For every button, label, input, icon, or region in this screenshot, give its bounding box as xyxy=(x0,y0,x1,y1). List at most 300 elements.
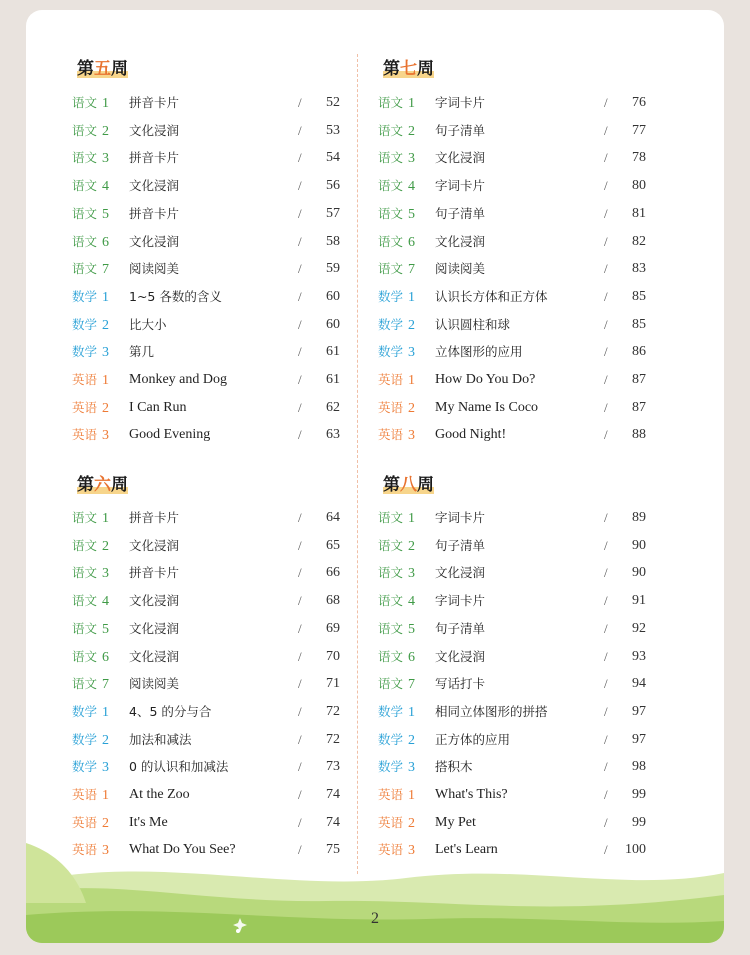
toc-entry[interactable] xyxy=(70,286,370,308)
subject-name: 语文 xyxy=(378,95,404,110)
subject-name: 数学 xyxy=(378,731,404,747)
subject-index: 1 xyxy=(102,511,110,526)
entry-title: Let's Learn xyxy=(435,842,498,858)
slash-separator: / xyxy=(604,537,608,553)
subject-index: 1 xyxy=(408,788,416,803)
entry-title: 拼音卡片 xyxy=(129,205,180,221)
toc-entry[interactable] xyxy=(70,507,370,529)
subject-label xyxy=(378,535,415,558)
subject-label xyxy=(72,258,109,281)
page-ref: 94 xyxy=(632,676,646,692)
entry-title: 文化浸润 xyxy=(129,648,180,664)
entry-title: 字词卡片 xyxy=(435,593,486,609)
subject-name: 英语 xyxy=(72,372,98,387)
week-title-prefix: 第 xyxy=(383,59,400,79)
subject-index: 1 xyxy=(408,96,416,111)
subject-name: 数学 xyxy=(72,344,98,360)
entry-title: 文化浸润 xyxy=(435,150,486,166)
entry-title: 4、5 的分与合 xyxy=(129,703,212,719)
slash-separator: / xyxy=(298,316,302,332)
subject-index: 1 xyxy=(102,373,110,388)
week-title xyxy=(380,54,437,79)
subject-index: 1 xyxy=(102,704,110,720)
page-ref: 86 xyxy=(632,344,646,360)
page-ref: 76 xyxy=(632,95,646,110)
slash-separator: / xyxy=(604,510,608,525)
page-ref: 59 xyxy=(326,261,340,277)
subject-index: 2 xyxy=(408,123,416,139)
page-ref: 90 xyxy=(632,537,646,553)
page-ref: 65 xyxy=(326,537,340,553)
slash-separator: / xyxy=(604,261,608,277)
toc-entry[interactable] xyxy=(70,203,370,225)
slash-separator: / xyxy=(298,510,302,525)
toc-entry[interactable] xyxy=(70,369,370,391)
toc-entry[interactable] xyxy=(376,231,676,253)
subject-name: 语文 xyxy=(378,233,404,249)
subject-index: 5 xyxy=(102,206,110,222)
slash-separator: / xyxy=(298,676,302,692)
subject-index: 3 xyxy=(102,345,110,361)
toc-entry[interactable] xyxy=(70,231,370,253)
page-ref: 61 xyxy=(326,344,340,360)
subject-name: 语文 xyxy=(378,676,404,692)
subject-index: 7 xyxy=(408,262,416,278)
subject-name: 语文 xyxy=(378,565,404,581)
subject-index: 3 xyxy=(408,760,416,776)
subject-label xyxy=(72,231,109,254)
toc-entry[interactable] xyxy=(70,673,370,695)
toc-entry[interactable] xyxy=(376,784,676,806)
subject-index: 2 xyxy=(408,732,416,748)
subject-name: 英语 xyxy=(72,787,98,802)
entry-title: 比大小 xyxy=(129,316,167,332)
page-ref: 57 xyxy=(326,205,340,221)
page-ref: 85 xyxy=(632,288,646,304)
subject-index: 1 xyxy=(408,704,416,720)
slash-separator: / xyxy=(604,399,608,415)
slash-separator: / xyxy=(604,787,608,802)
page-ref: 66 xyxy=(326,565,340,581)
subject-name: 语文 xyxy=(72,676,98,692)
subject-label xyxy=(72,784,109,807)
subject-name: 数学 xyxy=(72,703,98,719)
slash-separator: / xyxy=(298,787,302,802)
entry-title: How Do You Do? xyxy=(435,372,536,387)
slash-separator: / xyxy=(298,565,302,581)
subject-label xyxy=(72,673,109,696)
slash-separator: / xyxy=(604,372,608,387)
toc-entry[interactable] xyxy=(376,424,676,446)
subject-label xyxy=(378,424,415,447)
slash-separator: / xyxy=(604,205,608,221)
toc-entry[interactable] xyxy=(376,314,676,336)
entry-title: 拼音卡片 xyxy=(129,150,180,166)
page-ref: 82 xyxy=(632,233,646,249)
subject-index: 5 xyxy=(408,206,416,222)
entry-title: 句子清单 xyxy=(435,620,486,636)
entry-title: 文化浸润 xyxy=(129,178,180,194)
subject-index: 5 xyxy=(408,621,416,637)
entry-title: 第几 xyxy=(129,344,155,360)
page-ref: 89 xyxy=(632,510,646,525)
subject-name: 语文 xyxy=(72,620,98,636)
subject-name: 英语 xyxy=(72,814,98,830)
subject-name: 语文 xyxy=(378,537,404,553)
subject-name: 语文 xyxy=(378,205,404,221)
subject-name: 语文 xyxy=(378,122,404,138)
page-ref: 91 xyxy=(632,593,646,609)
entry-title: 拼音卡片 xyxy=(129,95,180,110)
subject-name: 语文 xyxy=(72,122,98,138)
week-title-prefix: 第 xyxy=(383,475,400,495)
week-title xyxy=(380,470,437,495)
subject-label xyxy=(378,397,415,420)
toc-entry[interactable] xyxy=(70,562,370,584)
subject-name: 数学 xyxy=(72,288,98,304)
subject-name: 英语 xyxy=(72,427,98,443)
subject-name: 数学 xyxy=(72,316,98,332)
toc-entry[interactable] xyxy=(70,756,370,778)
subject-index: 2 xyxy=(102,400,110,416)
page-ref: 60 xyxy=(326,288,340,304)
toc-entry[interactable] xyxy=(376,258,676,280)
page-ref: 63 xyxy=(326,427,340,443)
subject-name: 语文 xyxy=(378,648,404,664)
slash-separator: / xyxy=(298,759,302,775)
toc-entry[interactable] xyxy=(376,175,676,197)
subject-name: 语文 xyxy=(72,95,98,110)
toc-entry[interactable] xyxy=(376,341,676,363)
page-ref: 75 xyxy=(326,842,340,858)
slash-separator: / xyxy=(604,233,608,249)
subject-name: 语文 xyxy=(72,261,98,277)
entry-title: 字词卡片 xyxy=(435,95,486,110)
toc-entry[interactable] xyxy=(376,203,676,225)
entry-title: 文化浸润 xyxy=(129,233,180,249)
toc-entry[interactable] xyxy=(70,729,370,751)
subject-name: 英语 xyxy=(378,787,404,802)
slash-separator: / xyxy=(298,814,302,830)
toc-entry[interactable] xyxy=(376,535,676,557)
toc-entry[interactable] xyxy=(70,701,370,723)
slash-separator: / xyxy=(604,95,608,110)
toc-entry[interactable] xyxy=(70,258,370,280)
week-title-num: 五 xyxy=(94,59,111,79)
week-title-num: 六 xyxy=(94,475,111,495)
subject-index: 6 xyxy=(102,649,110,665)
subject-name: 语文 xyxy=(72,205,98,221)
page-ref: 98 xyxy=(632,759,646,775)
subject-name: 语文 xyxy=(378,261,404,277)
slash-separator: / xyxy=(298,205,302,221)
toc-entry[interactable] xyxy=(376,147,676,169)
entry-title: 阅读阅美 xyxy=(129,261,180,277)
subject-label xyxy=(378,618,415,641)
toc-entry[interactable] xyxy=(376,701,676,723)
slash-separator: / xyxy=(604,122,608,138)
toc-entry[interactable] xyxy=(376,286,676,308)
page-ref: 62 xyxy=(326,399,340,415)
toc-entry[interactable] xyxy=(376,756,676,778)
entry-title: Good Night! xyxy=(435,427,507,443)
page-ref: 58 xyxy=(326,233,340,249)
subject-name: 语文 xyxy=(72,537,98,553)
toc-entry[interactable] xyxy=(376,646,676,668)
page-ref: 53 xyxy=(326,122,340,138)
toc-entry[interactable] xyxy=(70,341,370,363)
subject-name: 英语 xyxy=(378,427,404,443)
subject-index: 3 xyxy=(408,843,416,859)
page-ref: 87 xyxy=(632,372,646,387)
toc-entry[interactable] xyxy=(70,397,370,419)
subject-index: 2 xyxy=(408,400,416,416)
subject-label xyxy=(72,729,109,752)
subject-name: 数学 xyxy=(72,731,98,747)
page-ref: 70 xyxy=(326,648,340,664)
entry-title: 0 的认识和加减法 xyxy=(129,759,229,775)
slash-separator: / xyxy=(604,427,608,443)
subject-name: 英语 xyxy=(378,372,404,387)
slash-separator: / xyxy=(298,372,302,387)
slash-separator: / xyxy=(298,731,302,747)
toc-entry[interactable] xyxy=(376,673,676,695)
subject-name: 英语 xyxy=(378,814,404,830)
toc-entry[interactable] xyxy=(376,369,676,391)
subject-label xyxy=(378,175,415,198)
subject-label xyxy=(378,562,415,585)
subject-index: 2 xyxy=(102,815,110,831)
page-ref: 73 xyxy=(326,759,340,775)
toc-entry[interactable] xyxy=(376,120,676,142)
subject-label xyxy=(378,729,415,752)
toc-entry[interactable] xyxy=(376,92,676,114)
entry-title: What Do You See? xyxy=(129,842,236,858)
entry-title: 正方体的应用 xyxy=(435,731,511,747)
entry-title: 1~5 各数的含义 xyxy=(129,288,222,304)
page-ref: 99 xyxy=(632,787,646,802)
toc-entry[interactable] xyxy=(70,590,370,612)
subject-label xyxy=(72,369,109,392)
slash-separator: / xyxy=(298,261,302,277)
entry-title: 文化浸润 xyxy=(435,648,486,664)
toc-entry[interactable] xyxy=(70,424,370,446)
subject-name: 数学 xyxy=(378,759,404,775)
entry-title: 句子清单 xyxy=(435,205,486,221)
slash-separator: / xyxy=(604,150,608,166)
slash-separator: / xyxy=(298,648,302,664)
slash-separator: / xyxy=(298,178,302,194)
page-ref: 80 xyxy=(632,178,646,194)
toc-page xyxy=(26,10,724,943)
entry-title: 字词卡片 xyxy=(435,178,486,194)
subject-label xyxy=(72,507,109,530)
page-ref: 52 xyxy=(326,95,340,110)
subject-label xyxy=(72,424,109,447)
subject-label xyxy=(378,701,415,724)
subject-index: 6 xyxy=(408,234,416,250)
slash-separator: / xyxy=(298,233,302,249)
toc-entry[interactable] xyxy=(376,618,676,640)
page-ref: 90 xyxy=(632,565,646,581)
entry-title: 文化浸润 xyxy=(435,233,486,249)
entry-title: It's Me xyxy=(129,814,168,830)
entry-title: 认识长方体和正方体 xyxy=(435,288,548,304)
subject-index: 3 xyxy=(408,428,416,444)
slash-separator: / xyxy=(604,814,608,830)
entry-title: At the Zoo xyxy=(129,787,190,802)
slash-separator: / xyxy=(604,731,608,747)
subject-index: 2 xyxy=(408,317,416,333)
subject-index: 4 xyxy=(408,594,416,610)
page-ref: 74 xyxy=(326,787,340,802)
week-title-prefix: 第 xyxy=(77,475,94,495)
subject-name: 语文 xyxy=(378,178,404,194)
slash-separator: / xyxy=(298,537,302,553)
subject-index: 6 xyxy=(408,649,416,665)
subject-name: 语文 xyxy=(72,233,98,249)
subject-label xyxy=(378,756,415,779)
page-ref: 92 xyxy=(632,620,646,636)
subject-label xyxy=(72,756,109,779)
entry-title: 句子清单 xyxy=(435,537,486,553)
entry-title: 相同立体图形的拼搭 xyxy=(435,703,548,719)
page-ref: 69 xyxy=(326,620,340,636)
subject-label xyxy=(72,590,109,613)
toc-entry[interactable] xyxy=(70,175,370,197)
toc-entry[interactable] xyxy=(376,562,676,584)
slash-separator: / xyxy=(604,288,608,304)
subject-index: 1 xyxy=(408,511,416,526)
subject-index: 3 xyxy=(102,760,110,776)
entry-title: My Pet xyxy=(435,814,476,830)
page-ref: 85 xyxy=(632,316,646,332)
week-title-suffix: 周 xyxy=(111,59,128,79)
subject-name: 语文 xyxy=(72,565,98,581)
entry-title: 文化浸润 xyxy=(129,620,180,636)
week-title-suffix: 周 xyxy=(417,59,434,79)
slash-separator: / xyxy=(298,842,302,858)
slash-separator: / xyxy=(298,593,302,609)
subject-label xyxy=(378,341,415,364)
subject-name: 语文 xyxy=(378,620,404,636)
subject-name: 英语 xyxy=(72,842,98,858)
toc-entry[interactable] xyxy=(70,535,370,557)
page-ref: 60 xyxy=(326,316,340,332)
page-ref: 68 xyxy=(326,593,340,609)
toc-entry[interactable] xyxy=(70,784,370,806)
subject-label xyxy=(378,286,415,309)
toc-entry[interactable] xyxy=(376,507,676,529)
toc-entry[interactable] xyxy=(70,314,370,336)
slash-separator: / xyxy=(298,344,302,360)
slash-separator: / xyxy=(604,703,608,719)
toc-entry[interactable] xyxy=(70,646,370,668)
subject-label xyxy=(72,562,109,585)
subject-index: 2 xyxy=(102,123,110,139)
page-ref: 64 xyxy=(326,510,340,525)
subject-label xyxy=(378,147,415,170)
subject-index: 7 xyxy=(102,677,110,693)
subject-label xyxy=(378,258,415,281)
toc-entry[interactable] xyxy=(70,92,370,114)
slash-separator: / xyxy=(604,565,608,581)
slash-separator: / xyxy=(604,344,608,360)
subject-label xyxy=(72,314,109,337)
toc-entry[interactable] xyxy=(70,147,370,169)
entry-title: 认识圆柱和球 xyxy=(435,316,511,332)
subject-index: 1 xyxy=(102,289,110,305)
toc-entry[interactable] xyxy=(70,618,370,640)
toc-entry[interactable] xyxy=(376,729,676,751)
entry-title: 文化浸润 xyxy=(129,593,180,609)
subject-name: 数学 xyxy=(72,759,98,775)
subject-index: 1 xyxy=(102,96,110,111)
subject-index: 4 xyxy=(408,179,416,195)
subject-label xyxy=(72,397,109,420)
subject-label xyxy=(72,618,109,641)
subject-index: 1 xyxy=(408,373,416,388)
slash-separator: / xyxy=(298,288,302,304)
subject-label xyxy=(72,92,109,115)
subject-label xyxy=(378,673,415,696)
slash-separator: / xyxy=(298,703,302,719)
subject-index: 2 xyxy=(102,317,110,333)
subject-label xyxy=(378,646,415,669)
subject-name: 语文 xyxy=(72,648,98,664)
slash-separator: / xyxy=(298,122,302,138)
page-ref: 61 xyxy=(326,372,340,387)
entry-title: 文化浸润 xyxy=(129,122,180,138)
page-number: 2 xyxy=(371,910,379,927)
subject-label xyxy=(72,175,109,198)
subject-label xyxy=(378,784,415,807)
week-title-num: 七 xyxy=(400,59,417,79)
subject-name: 数学 xyxy=(378,288,404,304)
subject-label xyxy=(378,590,415,613)
toc-entry[interactable] xyxy=(70,120,370,142)
week-title-num: 八 xyxy=(400,475,417,495)
entry-title: 阅读阅美 xyxy=(435,261,486,277)
slash-separator: / xyxy=(604,842,608,858)
subject-index: 3 xyxy=(102,428,110,444)
page-ref: 83 xyxy=(632,261,646,277)
slash-separator: / xyxy=(298,427,302,443)
slash-separator: / xyxy=(298,95,302,110)
entry-title: My Name Is Coco xyxy=(435,399,539,415)
subject-index: 4 xyxy=(102,594,110,610)
subject-label xyxy=(72,147,109,170)
slash-separator: / xyxy=(604,620,608,636)
subject-index: 2 xyxy=(102,732,110,748)
entry-title: 文化浸润 xyxy=(435,565,486,581)
page-ref: 97 xyxy=(632,731,646,747)
subject-index: 3 xyxy=(408,345,416,361)
toc-entry[interactable] xyxy=(376,590,676,612)
subject-index: 7 xyxy=(102,262,110,278)
page-ref: 72 xyxy=(326,703,340,719)
slash-separator: / xyxy=(298,620,302,636)
entry-title: 阅读阅美 xyxy=(129,676,180,692)
toc-entry[interactable] xyxy=(376,397,676,419)
page-ref: 54 xyxy=(326,150,340,166)
subject-index: 3 xyxy=(102,843,110,859)
subject-index: 3 xyxy=(102,151,110,167)
subject-label xyxy=(378,314,415,337)
subject-name: 英语 xyxy=(72,399,98,415)
page-ref: 99 xyxy=(632,814,646,830)
subject-index: 3 xyxy=(102,566,110,582)
